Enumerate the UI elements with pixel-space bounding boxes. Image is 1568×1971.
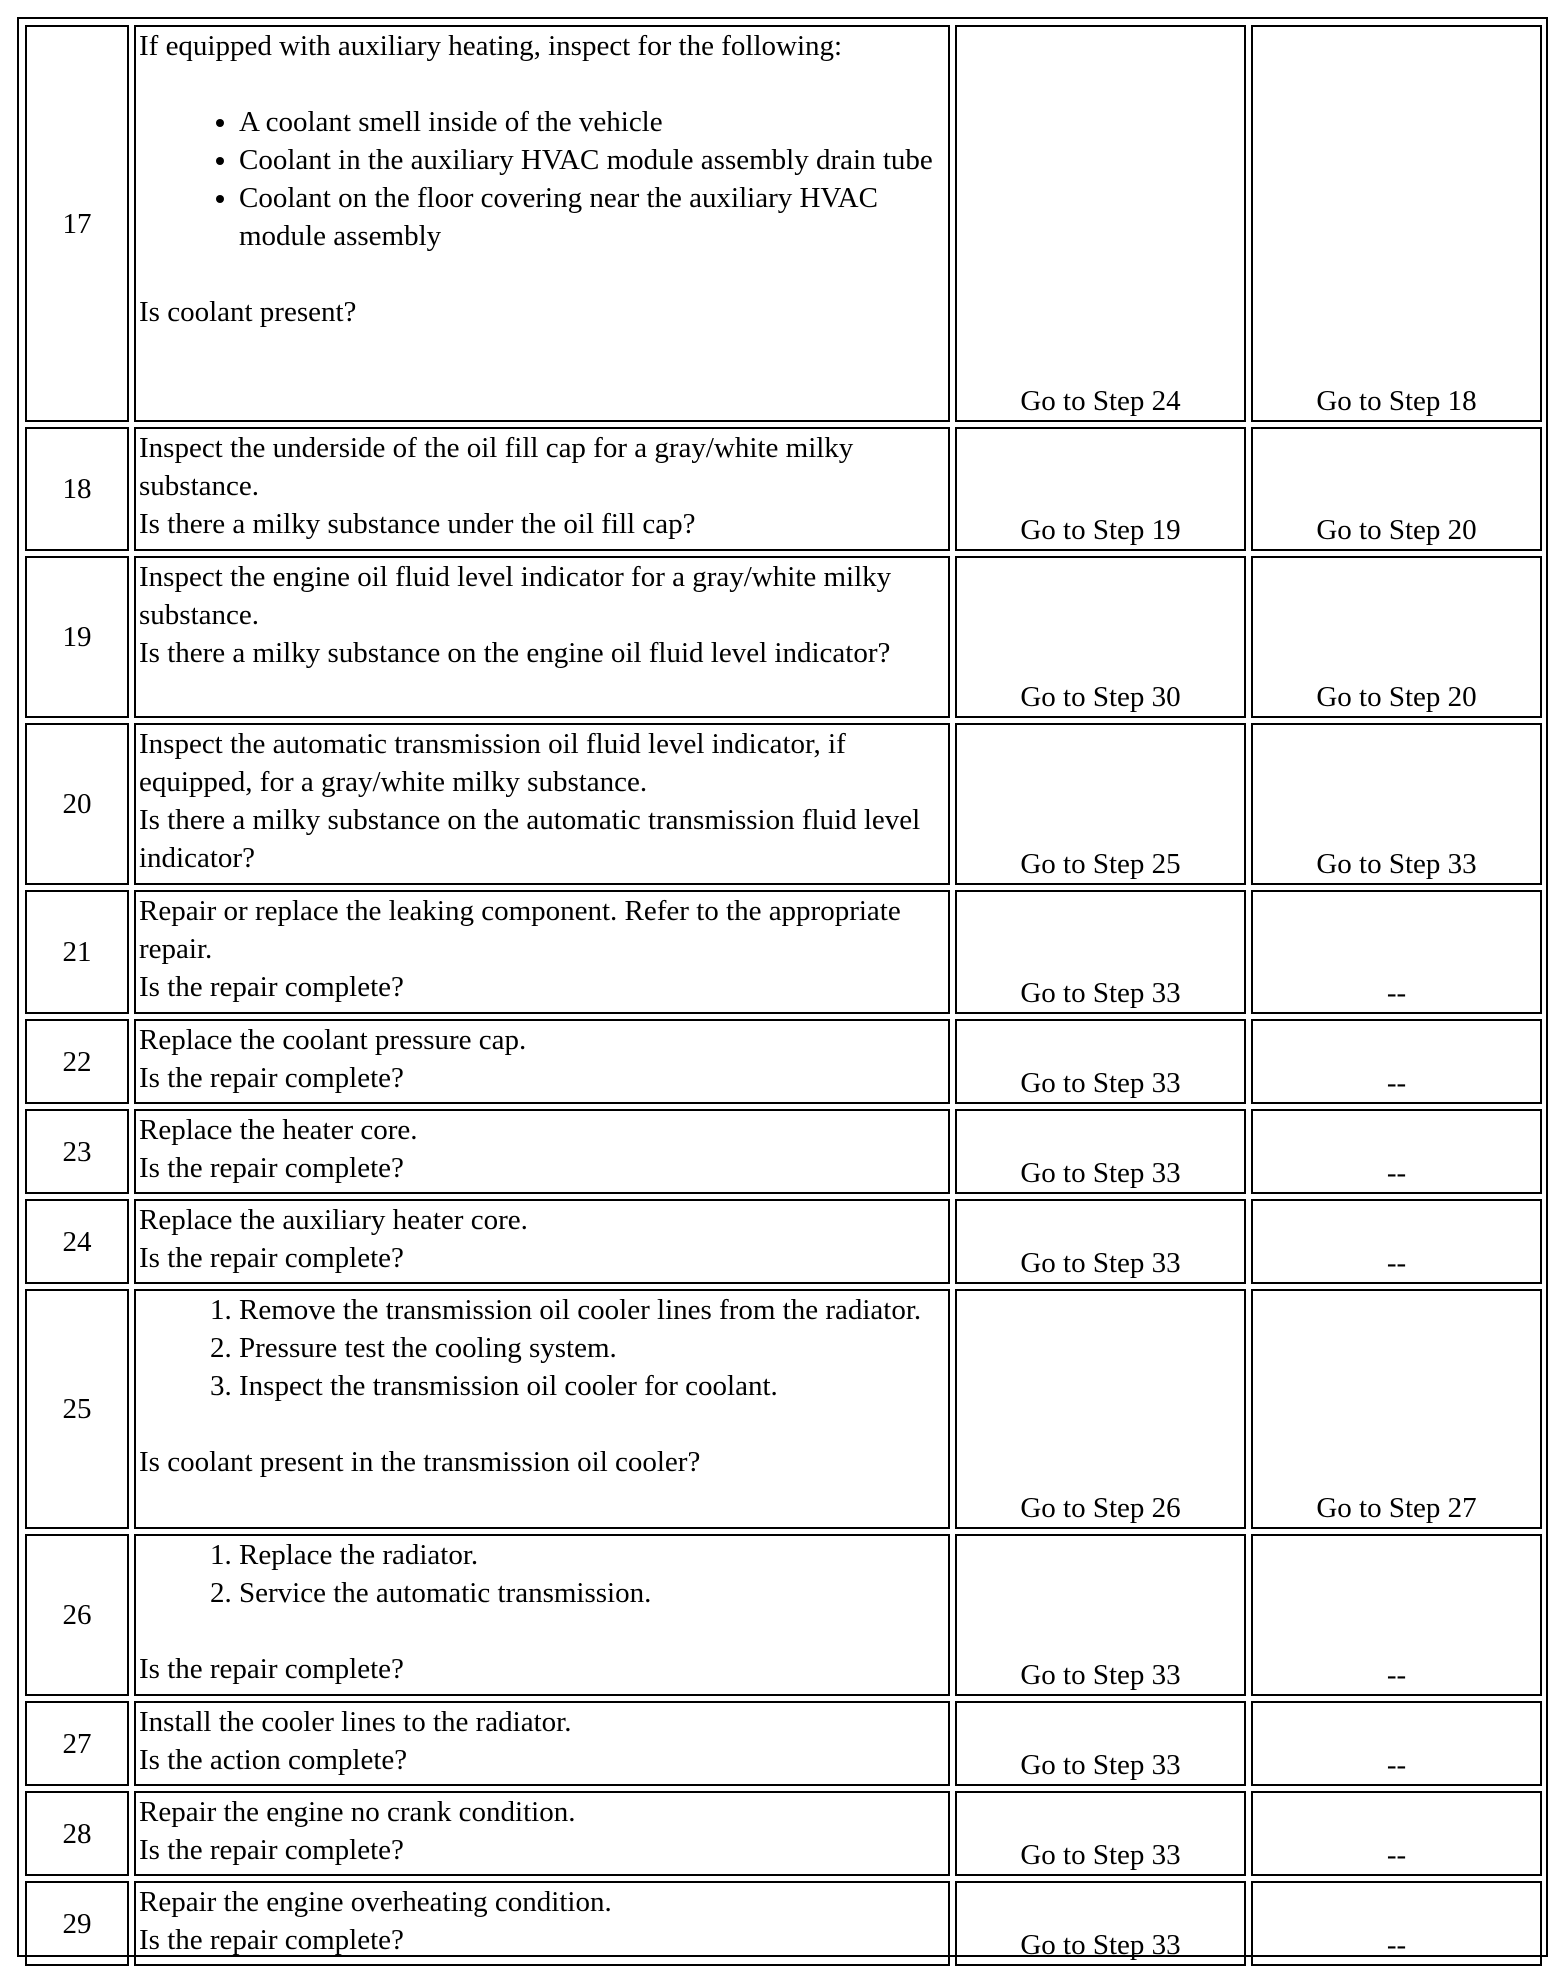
list-item: • Coolant on the floor covering near the auxiliary HVAC module assembly (239, 179, 945, 255)
step-action (134, 1881, 950, 1966)
step-question: Is the repair complete? (139, 971, 404, 1003)
step-number: 17 (25, 25, 129, 422)
step-text: Inspect the underside of the oil fill cap for a gray/white milky substance. (139, 432, 854, 502)
step-action (134, 1701, 950, 1786)
step-question: Is the repair complete? (139, 1834, 404, 1866)
step-question: Is there a milky substance on the engine oil fluid level indicator? (139, 637, 891, 669)
no-result: -- (1251, 1701, 1542, 1786)
step-question: Is there a milky substance on the automatic transmission fluid level indicator? (139, 804, 921, 874)
no-result: -- (1251, 1109, 1542, 1194)
table-row (25, 890, 1542, 1014)
step-question: Is the repair complete? (139, 1152, 404, 1184)
no-result: -- (1251, 1019, 1542, 1104)
step-question: Is coolant present in the transmission oil cooler? (139, 1446, 701, 1478)
table-row (25, 427, 1542, 551)
no-result: Go to Step 27 (1251, 1289, 1542, 1529)
step-number: 21 (25, 890, 129, 1014)
yes-result: Go to Step 33 (955, 890, 1246, 1014)
table-row (25, 1109, 1542, 1194)
step-question: Is there a milky substance under the oil fill cap? (139, 508, 696, 540)
step-action (134, 25, 950, 422)
step-question: Is the action complete? (139, 1744, 408, 1776)
no-result: -- (1251, 1199, 1542, 1284)
table-row (25, 723, 1542, 885)
no-result: Go to Step 20 (1251, 556, 1542, 718)
step-action (134, 1791, 950, 1876)
list-item: 1. Replace the radiator. (239, 1536, 945, 1574)
yes-result: Go to Step 33 (955, 1019, 1246, 1104)
yes-result: Go to Step 30 (955, 556, 1246, 718)
step-intro: If equipped with auxiliary heating, inspect for the following: (139, 30, 843, 62)
list-item: • Coolant in the auxiliary HVAC module assembly drain tube (239, 141, 945, 179)
bullet-list (139, 103, 945, 255)
step-number: 28 (25, 1791, 129, 1876)
yes-result: Go to Step 33 (955, 1534, 1246, 1696)
step-number: 24 (25, 1199, 129, 1284)
no-result: -- (1251, 890, 1542, 1014)
step-text: Repair the engine no crank condition. (139, 1796, 576, 1828)
list-item: 3. Inspect the transmission oil cooler for coolant. (239, 1367, 945, 1405)
step-text: Replace the auxiliary heater core. (139, 1204, 528, 1236)
step-action (134, 1289, 950, 1529)
no-result: Go to Step 33 (1251, 723, 1542, 885)
no-result: -- (1251, 1881, 1542, 1966)
yes-result: Go to Step 33 (955, 1199, 1246, 1284)
step-text: Repair the engine overheating condition. (139, 1886, 612, 1918)
step-action (134, 723, 950, 885)
step-number: 18 (25, 427, 129, 551)
yes-result: Go to Step 33 (955, 1109, 1246, 1194)
step-text: Replace the heater core. (139, 1114, 418, 1146)
step-action (134, 890, 950, 1014)
yes-result: Go to Step 25 (955, 723, 1246, 885)
step-number: 22 (25, 1019, 129, 1104)
table-row (25, 1701, 1542, 1786)
numbered-list (139, 1291, 945, 1405)
step-number: 26 (25, 1534, 129, 1696)
table-row (25, 1534, 1542, 1696)
list-item: 1. Remove the transmission oil cooler lines from the radiator. (239, 1291, 945, 1329)
table-row (25, 1289, 1542, 1529)
step-number: 19 (25, 556, 129, 718)
step-number: 25 (25, 1289, 129, 1529)
list-item: 2. Pressure test the cooling system. (239, 1329, 945, 1367)
step-question: Is the repair complete? (139, 1924, 404, 1956)
step-question: Is the repair complete? (139, 1242, 404, 1274)
list-item: 2. Service the automatic transmission. (239, 1574, 945, 1612)
step-number: 27 (25, 1701, 129, 1786)
no-result: Go to Step 20 (1251, 427, 1542, 551)
step-action (134, 1199, 950, 1284)
diagnostic-table (20, 20, 1547, 1971)
step-action (134, 1109, 950, 1194)
step-question: Is the repair complete? (139, 1653, 404, 1685)
table-row (25, 1019, 1542, 1104)
step-action (134, 1019, 950, 1104)
no-result: -- (1251, 1791, 1542, 1876)
step-text: Inspect the automatic transmission oil fluid level indicator, if equipped, for a gray/white milky substance. (139, 728, 846, 798)
step-number: 20 (25, 723, 129, 885)
step-action (134, 1534, 950, 1696)
no-result: Go to Step 18 (1251, 25, 1542, 422)
no-result: -- (1251, 1534, 1542, 1696)
yes-result: Go to Step 24 (955, 25, 1246, 422)
step-question: Is the repair complete? (139, 1062, 404, 1094)
step-text: Install the cooler lines to the radiator. (139, 1706, 572, 1738)
table-row (25, 556, 1542, 718)
list-item: • A coolant smell inside of the vehicle (239, 103, 945, 141)
step-action (134, 556, 950, 718)
step-text: Replace the coolant pressure cap. (139, 1024, 527, 1056)
yes-result: Go to Step 33 (955, 1881, 1246, 1966)
yes-result: Go to Step 26 (955, 1289, 1246, 1529)
step-number: 23 (25, 1109, 129, 1194)
table-row (25, 1199, 1542, 1284)
table-row (25, 25, 1542, 422)
step-number: 29 (25, 1881, 129, 1966)
table-row (25, 1881, 1542, 1966)
step-text: Repair or replace the leaking component. Refer to the appropriate repair. (139, 895, 901, 965)
step-action (134, 427, 950, 551)
step-text: Inspect the engine oil fluid level indicator for a gray/white milky substance. (139, 561, 892, 631)
yes-result: Go to Step 19 (955, 427, 1246, 551)
step-question: Is coolant present? (139, 296, 357, 328)
yes-result: Go to Step 33 (955, 1791, 1246, 1876)
numbered-list (139, 1536, 945, 1612)
yes-result: Go to Step 33 (955, 1701, 1246, 1786)
table-row (25, 1791, 1542, 1876)
